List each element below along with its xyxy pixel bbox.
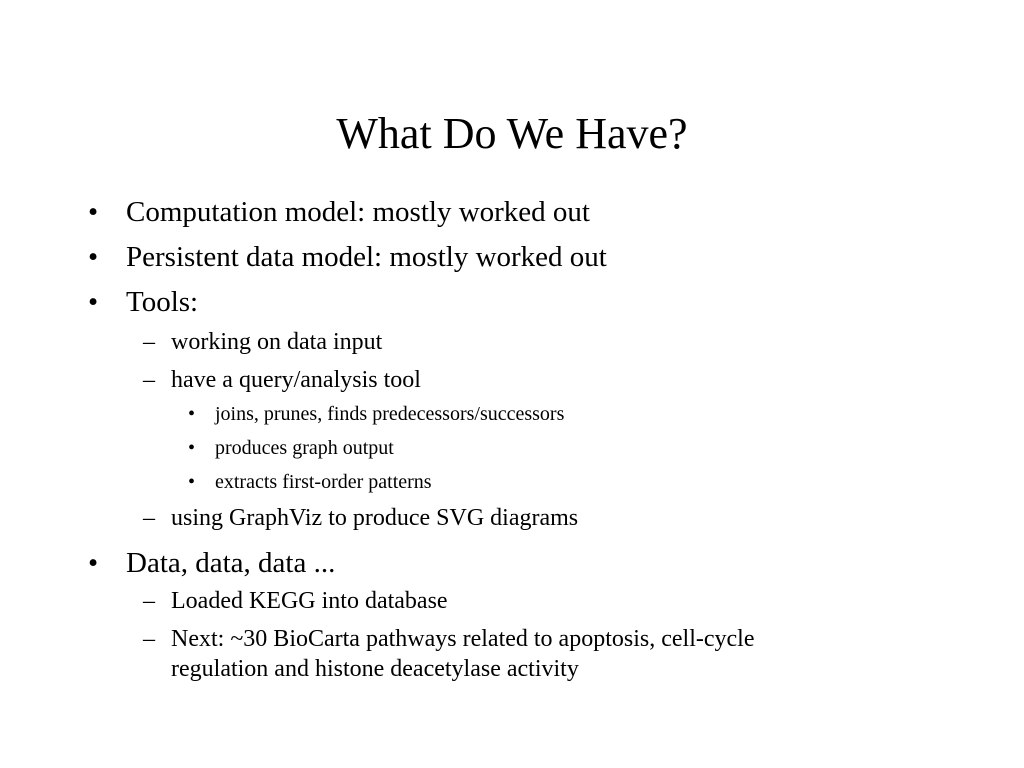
bullet-marker: • bbox=[188, 471, 196, 493]
dash-marker: – bbox=[143, 626, 155, 652]
subsubbullet-text: joins, prunes, finds predecessors/successors bbox=[215, 403, 565, 425]
subbullet-text: regulation and histone deacetylase activity bbox=[171, 656, 579, 682]
subbullet-text: using GraphViz to produce SVG diagrams bbox=[171, 505, 579, 531]
bullet-marker: • bbox=[88, 241, 99, 273]
bullet-marker: • bbox=[88, 547, 99, 579]
subbullet-text: have a query/analysis tool bbox=[171, 367, 421, 393]
bullet-text: Persistent data model: mostly worked out bbox=[126, 241, 607, 273]
bullet-marker: • bbox=[188, 403, 196, 425]
subsubbullet-text: produces graph output bbox=[215, 437, 394, 459]
bullet-marker: • bbox=[88, 196, 99, 228]
bullet-text: Tools: bbox=[126, 286, 199, 318]
subbullet-text: Loaded KEGG into database bbox=[171, 588, 448, 614]
subbullet-text: working on data input bbox=[171, 329, 383, 355]
dash-marker: – bbox=[143, 329, 155, 355]
subsubbullet-text: extracts first-order patterns bbox=[215, 471, 432, 493]
dash-marker: – bbox=[143, 588, 155, 614]
dash-marker: – bbox=[143, 367, 155, 393]
bullet-text: Computation model: mostly worked out bbox=[126, 196, 590, 228]
slide-title: What Do We Have? bbox=[336, 109, 688, 158]
bullet-marker: • bbox=[88, 286, 99, 318]
bullet-text: Data, data, data ... bbox=[126, 547, 336, 579]
bullet-marker: • bbox=[188, 437, 196, 459]
subbullet-text: Next: ~30 BioCarta pathways related to apoptosis, cell-cycle bbox=[171, 626, 755, 652]
dash-marker: – bbox=[143, 505, 155, 531]
